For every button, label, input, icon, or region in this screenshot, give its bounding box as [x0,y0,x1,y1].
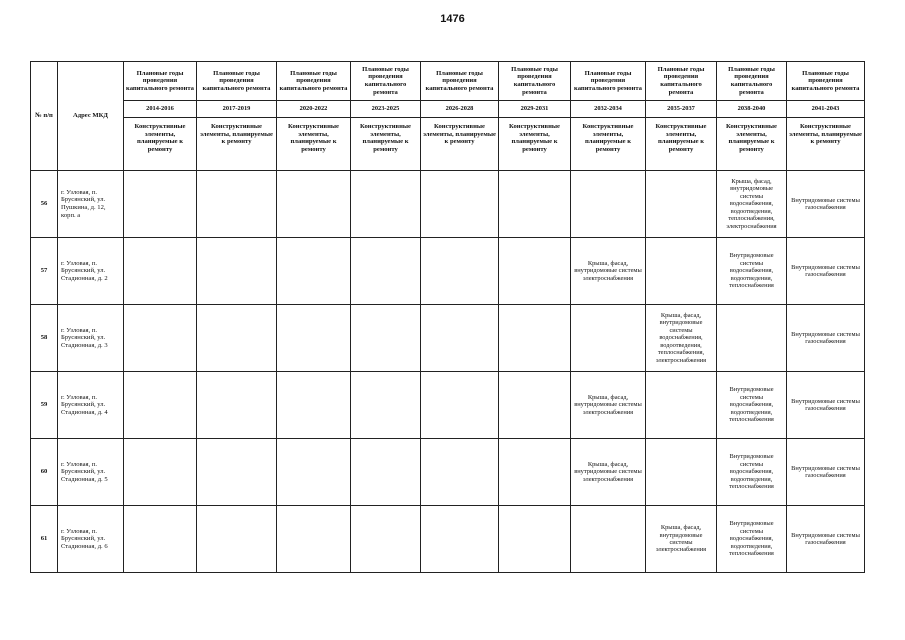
period-title-header: Плановые годы проведения капитального ремонта [197,62,277,101]
repair-cell: Крыша, фасад, внутридомовые системы электроснабжения [571,439,646,506]
row-number: 58 [31,305,58,372]
repair-cell: Внутридомовые системы водоснабжения, водоотведения, теплоснабжения [717,372,787,439]
period-years-header: 2032-2034 [571,101,646,118]
period-title-header: Плановые годы проведения капитального ремонта [351,62,421,101]
repair-cell: Крыша, фасад, внутридомовые системы электроснабжения [646,506,717,573]
elements-subheader: Конструктивные элементы, планируемые к ремонту [277,118,351,171]
row-number: 60 [31,439,58,506]
repair-cell [351,506,421,573]
row-address: г. Узловая, п. Брусянский, ул. Стадионная, д. 5 [58,439,124,506]
table-row [31,238,865,305]
period-title-header: Плановые годы проведения капитального ремонта [787,62,865,101]
repair-cell [197,372,277,439]
repair-cell [351,171,421,238]
row-address: г. Узловая, п. Брусянский, ул. Стадионная, д. 6 [58,506,124,573]
repair-cell: Внутридомовые системы газоснабжения [787,372,865,439]
table-row [31,171,865,238]
period-title-header: Плановые годы проведения капитального ремонта [717,62,787,101]
repair-cell [499,506,571,573]
repair-cell: Крыша, фасад, внутридомовые системы электроснабжения [571,372,646,439]
repair-cell [197,238,277,305]
table-row [31,372,865,439]
repair-cell [124,238,197,305]
repair-cell [197,305,277,372]
repair-cell: Крыша, фасад, внутридомовые системы водоснабжения, водоотведения, теплоснабжения, электроснабжения [646,305,717,372]
period-years-header: 2041-2043 [787,101,865,118]
table-row [31,305,865,372]
row-number: 59 [31,372,58,439]
row-address: г. Узловая, п. Брусянский, ул. Пушкина, д. 12, корп. а [58,171,124,238]
row-number: 57 [31,238,58,305]
elements-subheader: Конструктивные элементы, планируемые к ремонту [499,118,571,171]
repair-cell [499,305,571,372]
repair-cell: Внутридомовые системы водоснабжения, водоотведения, теплоснабжения [717,439,787,506]
table-row [31,506,865,573]
repair-cell: Внутридомовые системы газоснабжения [787,305,865,372]
period-title-header: Плановые годы проведения капитального ремонта [124,62,197,101]
repair-cell [717,305,787,372]
row-number: 56 [31,171,58,238]
elements-subheader: Конструктивные элементы, планируемые к ремонту [124,118,197,171]
repair-cell [351,439,421,506]
repair-cell [571,506,646,573]
repair-cell [646,372,717,439]
repair-cell [277,506,351,573]
repair-cell [421,439,499,506]
repair-cell [124,305,197,372]
repair-cell [646,171,717,238]
period-title-header: Плановые годы проведения капитального ремонта [421,62,499,101]
repair-cell: Внутридомовые системы водоснабжения, водоотведения, теплоснабжения [717,238,787,305]
elements-subheader: Конструктивные элементы, планируемые к ремонту [571,118,646,171]
repair-cell [499,439,571,506]
period-years-header: 2026-2028 [421,101,499,118]
repair-cell [421,305,499,372]
repair-cell [351,238,421,305]
repair-cell [277,305,351,372]
repair-cell: Внутридомовые системы газоснабжения [787,439,865,506]
repair-cell [124,372,197,439]
period-title-header: Плановые годы проведения капитального ремонта [646,62,717,101]
repair-cell: Крыша, фасад, внутридомовые системы электроснабжения [571,238,646,305]
repair-cell: Внутридомовые системы газоснабжения [787,506,865,573]
repair-cell [277,171,351,238]
row-address: г. Узловая, п. Брусянский, ул. Стадионная, д. 3 [58,305,124,372]
elements-subheader: Конструктивные элементы, планируемые к ремонту [421,118,499,171]
repair-schedule-table [30,61,865,573]
repair-cell [277,439,351,506]
row-address: г. Узловая, п. Брусянский, ул. Стадионная, д. 2 [58,238,124,305]
row-address: г. Узловая, п. Брусянский, ул. Стадионная, д. 4 [58,372,124,439]
period-years-header: 2020-2022 [277,101,351,118]
elements-subheader: Конструктивные элементы, планируемые к ремонту [717,118,787,171]
period-years-header: 2035-2037 [646,101,717,118]
repair-cell [421,506,499,573]
repair-cell [646,439,717,506]
period-years-header: 2029-2031 [499,101,571,118]
period-years-header: 2023-2025 [351,101,421,118]
repair-cell [499,372,571,439]
period-title-header: Плановые годы проведения капитального ремонта [277,62,351,101]
repair-cell: Внутридомовые системы водоснабжения, водоотведения, теплоснабжения [717,506,787,573]
repair-cell: Внутридомовые системы газоснабжения [787,238,865,305]
elements-subheader: Конструктивные элементы, планируемые к ремонту [197,118,277,171]
column-header-number: № п/п [31,62,58,171]
repair-cell [124,506,197,573]
repair-cell: Крыша, фасад, внутридомовые системы водоснабжения, водоотведения, теплоснабжения, электроснабжения [717,171,787,238]
period-years-header: 2038-2040 [717,101,787,118]
period-title-header: Плановые годы проведения капитального ремонта [571,62,646,101]
page-number: 1476 [440,13,465,25]
elements-subheader: Конструктивные элементы, планируемые к ремонту [351,118,421,171]
repair-cell [124,439,197,506]
column-header-address: Адрес МКД [58,62,124,171]
repair-cell: Внутридомовые системы газоснабжения [787,171,865,238]
row-number: 61 [31,506,58,573]
repair-cell [277,238,351,305]
repair-cell [197,439,277,506]
repair-cell [571,305,646,372]
repair-cell [124,171,197,238]
repair-cell [646,238,717,305]
repair-cell [421,372,499,439]
elements-subheader: Конструктивные элементы, планируемые к ремонту [787,118,865,171]
repair-cell [351,305,421,372]
repair-cell [421,171,499,238]
period-title-header: Плановые годы проведения капитального ремонта [499,62,571,101]
repair-cell [499,238,571,305]
period-years-header: 2014-2016 [124,101,197,118]
repair-cell [499,171,571,238]
repair-cell [571,171,646,238]
repair-cell [197,506,277,573]
repair-cell [277,372,351,439]
table-row [31,439,865,506]
repair-cell [197,171,277,238]
period-years-header: 2017-2019 [197,101,277,118]
repair-cell [421,238,499,305]
elements-subheader: Конструктивные элементы, планируемые к ремонту [646,118,717,171]
repair-cell [351,372,421,439]
